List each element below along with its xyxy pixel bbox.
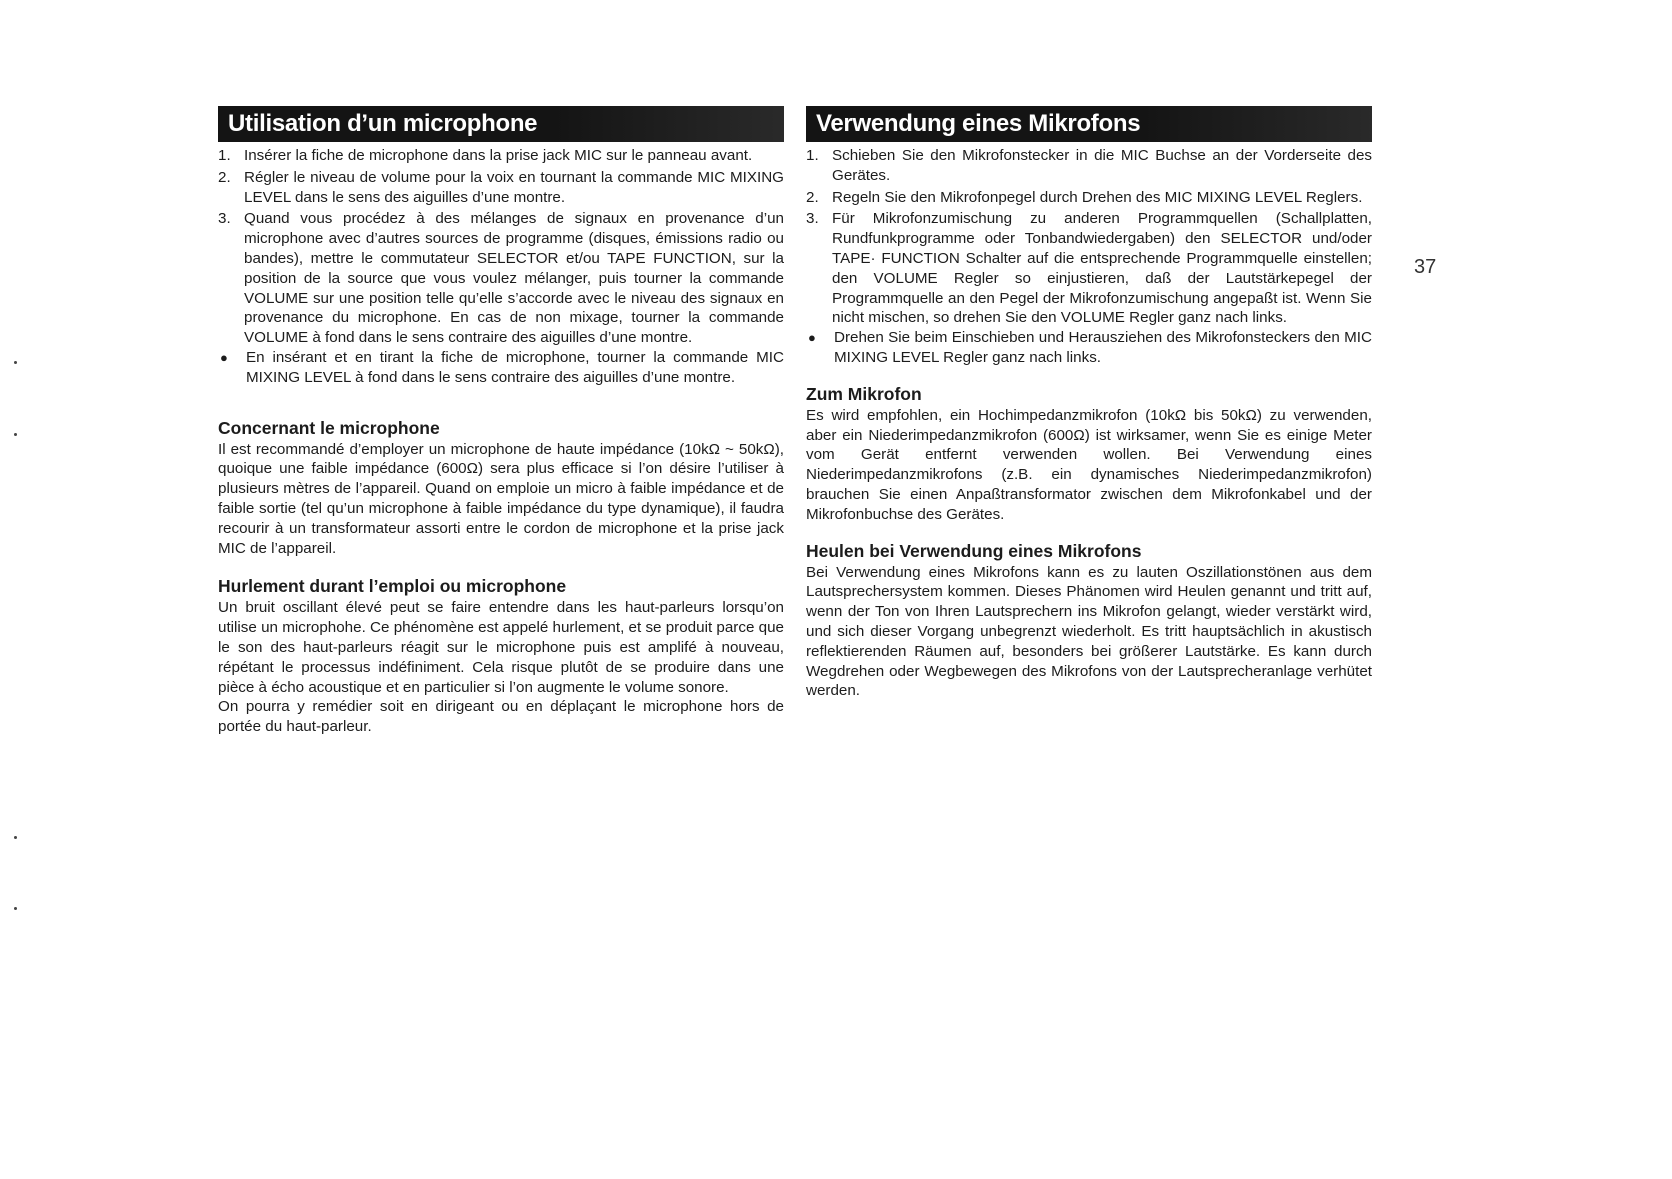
scan-speck (14, 836, 17, 839)
list-item (218, 168, 784, 208)
list-item (806, 146, 1372, 186)
bullet-icon: ● (220, 349, 228, 365)
page-number: 37 (1414, 256, 1437, 278)
german-section-title: Verwendung eines Mikrofons (816, 110, 1141, 137)
french-section-microphone (218, 418, 784, 559)
step-text: Quand vous procédez à des mélanges de signaux en provenance d’un microphone avec d’autres sources de programme (disques, émissions radio ou bandes), mettre le commutateur SELECTOR et/ou TAPE FUNCTION, sur la position de la source que vous voulez mélanger, puis tourner la commande VOLUME sur une position telle qu’elle s’accorde avec le niveau des signaux en provenance du microphone. En cas de non mixage, tourner la commande VOLUME à fond dans le sens contraire des aiguilles d’une montre. (244, 210, 784, 347)
list-item (806, 188, 1372, 208)
section-heading: Zum Mikrofon (806, 383, 922, 404)
section-body: On pourra y remédier soit en dirigeant ou en déplaçant le microphone hors de portée du haut-parleur. (218, 698, 784, 736)
step-number: 2. (806, 188, 819, 206)
section-body: Il est recommandé d’employer un microphone de haute impédance (10kΩ ~ 50kΩ), quoique une faible impédance (600Ω) sera plus efficace si l’on désire l’utiliser à plusieurs mètres de l’appareil. Quand on emploie un micro à faible impédance et de faible sortie (tel qu’un microphone à faible impédance du type dynamique), il faudra recourir à un transformateur assorti entre le cordon de microphone et la prise jack MIC de l’appareil. (218, 440, 784, 557)
section-body: Es wird empfohlen, ein Hochimpedanzmikrofon (10kΩ bis 50kΩ) zu verwenden, aber ein Niederimpedanzmikrofon (600Ω) ist wirksamer, wenn Sie es einige Meter vom Gerät entfernt verwenden wollen. Bei Verwendung eines Niederimpedanzmikrofons (z.B. ein dynamisches Niederimpedanzmikrofon) brauchen Sie einen Anpaßtransformator zwischen dem Mikrofonkabel und der Mikrofonbuchse des Gerätes. (806, 406, 1372, 523)
step-text: Insérer la fiche de microphone dans la prise jack MIC sur le panneau avant. (244, 147, 753, 164)
list-item (218, 348, 784, 388)
step-text: Régler le niveau de volume pour la voix en tournant la commande MIC MIXING LEVEL dans le sens des aiguilles d’une montre. (244, 168, 784, 206)
section-heading: Heulen bei Verwendung eines Mikrofons (806, 540, 1142, 561)
french-section-howling (218, 576, 784, 737)
step-text: Regeln Sie den Mikrofonpegel durch Drehen des MIC MIXING LEVEL Reglers. (832, 188, 1363, 206)
scan-speck (14, 433, 17, 436)
french-section-title: Utilisation d’un microphone (228, 110, 538, 137)
step-number: 2. (218, 168, 231, 186)
german-section-howling (806, 541, 1372, 702)
bullet-icon: ● (808, 330, 816, 346)
banner-fade (1142, 106, 1372, 142)
german-column (806, 106, 1372, 701)
french-section-banner (218, 106, 784, 142)
step-number: 1. (218, 147, 231, 164)
section-body: Un bruit oscillant élevé peut se faire entendre dans les haut-parleurs lorsqu’on utilise un microphohe. Ce phénomène est appelé hurlement, et se produit parce que le son des haut-parleurs réagit sur le microphone puis est amplifé à nouveau, répétant le processus indéfiniment. Cela risque plutôt de se produire dans une pièce à écho acoustique et en particulier si l’on augmente le volume sonore. (218, 599, 784, 696)
list-item (218, 146, 784, 166)
step-number: 1. (806, 147, 819, 164)
list-item (806, 328, 1372, 368)
bullet-text: Drehen Sie beim Einschieben und Herausziehen des Mikrofonsteckers den MIC MIXING LEVEL Regler ganz nach links. (834, 329, 1372, 366)
step-text: Schieben Sie den Mikrofonstecker in die MIC Buchse an der Vorderseite des Gerätes. (832, 147, 1372, 184)
scan-speck (14, 361, 17, 364)
step-number: 3. (806, 210, 819, 228)
list-item (218, 209, 784, 348)
section-heading: Concernant le microphone (218, 417, 440, 438)
german-section-banner (806, 106, 1372, 142)
german-bullet-list (806, 328, 1372, 368)
french-bullet-list (218, 348, 784, 388)
french-column (218, 106, 784, 737)
scan-speck (14, 907, 17, 910)
german-section-microphone (806, 384, 1372, 525)
bullet-text: En insérant et en tirant la fiche de microphone, tourner la commande MIC MIXING LEVEL à fond dans le sens contraire des aiguilles d’une montre. (246, 348, 784, 386)
german-steps-list (806, 146, 1372, 328)
french-steps-list (218, 146, 784, 348)
section-heading: Hurlement durant l’emploi ou microphone (218, 576, 567, 597)
section-body: Bei Verwendung eines Mikrofons kann es zu lauten Oszillationstönen aus dem Lautsprechersystem kommen. Dieses Phänomen wird Heulen genannt und tritt auf, wenn der Ton von Ihren Lautsprechern ins Mikrofon gelangt, wieder verstärkt wird, und sich dieser Vorgang unbegrenzt wiederholt. Es tritt hauptsächlich in akustisch reflektierenden Räumen auf, besonders bei größerer Lautstärke. Es kann durch Wegdrehen oder Wegbewegen des Mikrofons von der Lautsprecheranlage verhütet werden. (806, 563, 1372, 700)
list-item (806, 209, 1372, 328)
step-text: Für Mikrofonzumischung zu anderen Programmquellen (Schallplatten, Rundfunkprogramme oder Tonbandwiedergaben) den SELECTOR und/oder TAPE· FUNCTION Schalter auf die entsprechende Programmquelle einstellen; den VOLUME Regler so einjustieren, daß der Lautstärkepegel der Programmquelle an den Pegel der Mikrofonzumischung angepaßt ist. Wenn Sie nicht mischen, so drehen Sie den VOLUME Regler ganz nach links. (832, 210, 1372, 327)
banner-fade (554, 106, 784, 142)
step-number: 3. (218, 210, 231, 228)
